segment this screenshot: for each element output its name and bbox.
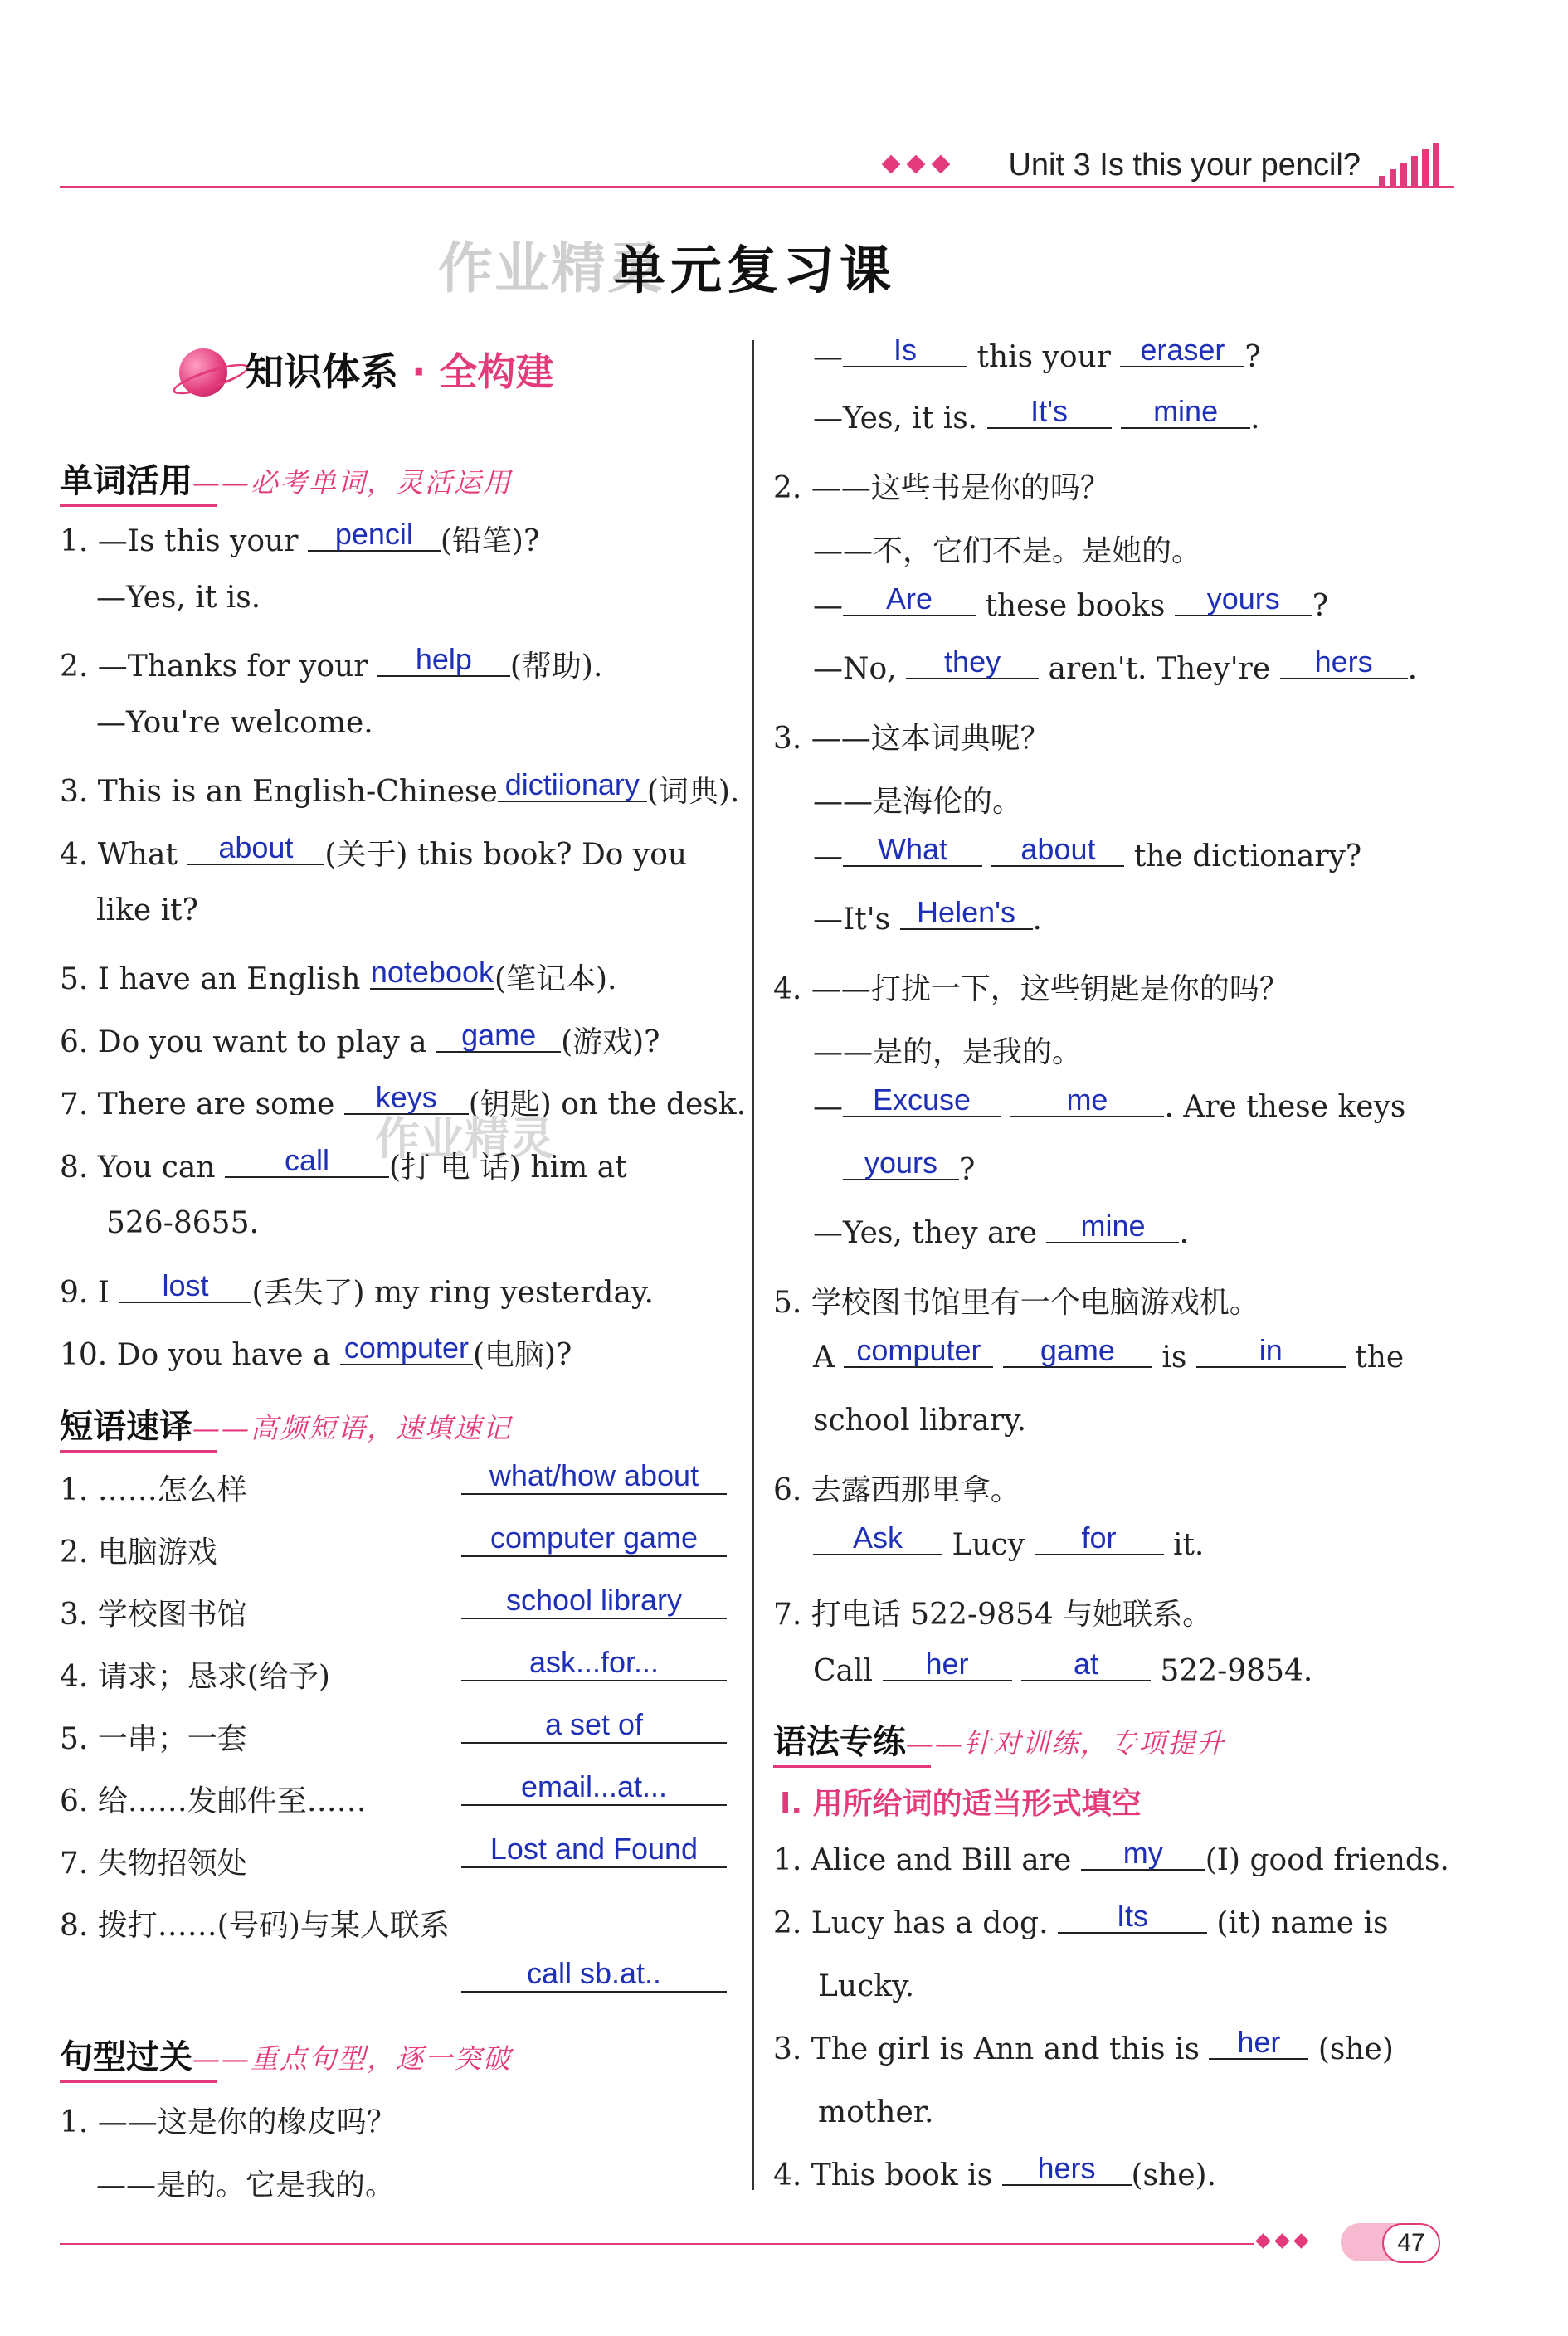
grammar-item: 1. Alice and Bill are my (I) good friends. bbox=[773, 1836, 1449, 1877]
sentence-line: 3. ——这本词典呢？ bbox=[773, 722, 1050, 756]
sentence-line: — Is this your eraser ? bbox=[813, 333, 1261, 374]
phrase-answer: what/how about bbox=[461, 1458, 727, 1495]
grammar-item: 3. The girl is Ann and this is her (she) bbox=[773, 2025, 1394, 2066]
vocab-item: 10. Do you have a computer (电脑)? bbox=[60, 1331, 572, 1372]
sentence-line: — Excuse me . Are these keys bbox=[813, 1083, 1406, 1124]
phrase-question: 5. 一串；一套 bbox=[60, 1722, 247, 1756]
phrase-answer: email...at... bbox=[461, 1769, 727, 1806]
phrase-question: 2. 电脑游戏 bbox=[60, 1535, 217, 1570]
signal-bars-icon bbox=[1379, 141, 1445, 187]
sentence-line: 2. ——这些书是你的吗？ bbox=[773, 471, 1110, 505]
vocab-item: 526-8655. bbox=[106, 1206, 259, 1240]
vocab-item: 5. I have an English notebook(笔记本). bbox=[60, 955, 617, 996]
answer-blank: game bbox=[436, 1020, 561, 1053]
answer-blank: her bbox=[1209, 2027, 1308, 2060]
phrases-tag: ——高频短语，速填速记 bbox=[192, 1412, 512, 1444]
answer-blank: about bbox=[991, 834, 1124, 867]
answer-blank: yours bbox=[1175, 583, 1312, 616]
answer-blank: in bbox=[1196, 1335, 1346, 1368]
sentence-line: yours ? bbox=[843, 1153, 975, 1187]
answer-blank: Its bbox=[1058, 1900, 1207, 1934]
vocab-item: 7. There are some keys (钥匙) on the desk. bbox=[60, 1080, 747, 1122]
answer-blank: for bbox=[1035, 1522, 1164, 1555]
page-title: 单元复习课 bbox=[614, 240, 897, 300]
sentence-line: 5. 学校图书馆里有一个电脑游戏机。 bbox=[773, 1286, 1259, 1320]
vocab-item: like it? bbox=[96, 893, 198, 927]
column-divider bbox=[752, 340, 754, 2190]
page-number: 47 bbox=[1382, 2223, 1440, 2263]
answer-blank: Helen's bbox=[900, 897, 1033, 930]
sentences-tag: ——重点句型，逐一突破 bbox=[192, 2042, 512, 2075]
grammar-item: mother. bbox=[818, 2095, 934, 2129]
section-banner bbox=[246, 342, 554, 397]
answer-blank: at bbox=[1021, 1648, 1151, 1681]
answer-blank: me bbox=[1010, 1084, 1164, 1117]
answer-blank: help bbox=[377, 644, 510, 677]
sentence-line: Call her at 522-9854. bbox=[813, 1647, 1313, 1688]
sentence-line: —It's Helen's . bbox=[813, 895, 1042, 937]
answer-blank: lost bbox=[119, 1270, 251, 1303]
grammar-subtitle: Ⅰ. 用所给词的适当形式填空 bbox=[780, 1787, 1142, 1821]
answer-blank: It's bbox=[987, 396, 1112, 429]
answer-blank: her bbox=[883, 1648, 1012, 1681]
phrase-answer: call sb.at.. bbox=[461, 1956, 727, 1993]
answer-blank: game bbox=[1003, 1335, 1152, 1368]
phrase-answer: school library bbox=[461, 1583, 727, 1619]
answer-blank: computer bbox=[844, 1335, 993, 1368]
phrase-answer: ask...for... bbox=[461, 1645, 727, 1681]
sentence-line: 7. 打电话 522-9854 与她联系。 bbox=[773, 1598, 1213, 1632]
sentences-head: 句型过关 bbox=[60, 2038, 192, 2076]
vocab-item: 3. This is an English-Chinese dictiionary (词典). bbox=[60, 767, 740, 809]
answer-blank: Ask bbox=[813, 1522, 942, 1555]
sentence-item: ——是的。它是我的。 bbox=[96, 2168, 396, 2202]
vocab-tag: ——必考单词，灵活运用 bbox=[192, 466, 512, 499]
vocab-head: 单词活用 bbox=[60, 462, 192, 500]
answer-blank: pencil bbox=[308, 518, 441, 552]
answer-blank: call bbox=[225, 1145, 389, 1178]
answer-blank: mine bbox=[1121, 396, 1250, 429]
answer-blank: keys bbox=[344, 1082, 469, 1115]
answer-blank: my bbox=[1081, 1837, 1205, 1871]
phrases-head: 短语速译 bbox=[60, 1408, 192, 1446]
sentence-line: A computer game is in the bbox=[813, 1333, 1405, 1375]
answer-blank: notebook bbox=[370, 955, 494, 989]
phrase-question: 6. 给……发邮件至…… bbox=[60, 1784, 367, 1818]
phrase-answer: a set of bbox=[461, 1707, 727, 1744]
answer-blank: Are bbox=[843, 583, 976, 616]
vocab-item: —Yes, it is. bbox=[96, 581, 261, 615]
watermark: 作业精灵 bbox=[438, 236, 664, 300]
phrase-question: 4. 请求；恳求(给予) bbox=[60, 1660, 330, 1694]
answer-blank: about bbox=[187, 832, 324, 865]
answer-blank: hers bbox=[1002, 2153, 1132, 2186]
phrase-answer: computer game bbox=[461, 1521, 727, 1557]
sentence-line: —No, they aren't. They're hers . bbox=[813, 645, 1418, 686]
answer-blank: computer bbox=[340, 1332, 473, 1365]
banner-sep: · bbox=[411, 349, 426, 394]
answer-blank: Is bbox=[843, 334, 967, 367]
answer-blank: yours bbox=[843, 1147, 959, 1180]
sentence-line: school library. bbox=[813, 1404, 1027, 1438]
grammar-item: 2. Lucy has a dog. Its (it) name is bbox=[773, 1899, 1389, 1940]
sentence-line: ——不，它们不是。是她的。 bbox=[813, 534, 1202, 568]
grammar-tag: ——针对训练，专项提升 bbox=[906, 1727, 1225, 1759]
answer-blank: hers bbox=[1280, 646, 1408, 679]
sentence-line: ——是的，是我的。 bbox=[813, 1035, 1083, 1069]
answer-blank: eraser bbox=[1120, 334, 1244, 367]
grammar-section-head bbox=[773, 1716, 1225, 1763]
phrases-section-head bbox=[60, 1400, 512, 1448]
sentence-line: Ask Lucy for it. bbox=[813, 1528, 1204, 1562]
vocab-item: 6. Do you want to play a game (游戏)? bbox=[60, 1018, 660, 1059]
sentence-line: — What about the dictionary? bbox=[813, 832, 1362, 874]
answer-blank: dictiionary bbox=[498, 769, 647, 802]
header-diamond-icons bbox=[884, 158, 959, 174]
grammar-item: 4. This book is hers (she). bbox=[773, 2151, 1217, 2192]
vocab-item: 2. —Thanks for your help (帮助). bbox=[60, 642, 603, 684]
sentence-line: 4. ——打扰一下，这些钥匙是你的吗？ bbox=[773, 972, 1289, 1006]
sentences-section-head bbox=[60, 2031, 512, 2078]
footer-diamond-icons bbox=[1258, 2234, 1315, 2250]
phrase-question: 8. 拨打……(号码)与某人联系 bbox=[60, 1909, 450, 1943]
phrase-answer: Lost and Found bbox=[461, 1832, 727, 1868]
header-divider bbox=[60, 186, 1454, 188]
sentence-line: ——是海伦的。 bbox=[813, 785, 1023, 819]
grammar-head: 语法专练 bbox=[773, 1723, 906, 1761]
answer-blank: What bbox=[843, 834, 982, 867]
phrase-question: 3. 学校图书馆 bbox=[60, 1598, 247, 1632]
watermark: 作业精灵 bbox=[375, 1112, 554, 1165]
banner-part2: 全构建 bbox=[439, 349, 554, 394]
unit-title: Unit 3 Is this your pencil? bbox=[1008, 148, 1361, 182]
vocab-item: —You're welcome. bbox=[96, 706, 373, 740]
grammar-item: Lucky. bbox=[818, 1969, 915, 2003]
sentence-line: — Are these books yours ? bbox=[813, 582, 1329, 623]
phrase-question: 7. 失物招领处 bbox=[60, 1847, 247, 1881]
vocab-section-head bbox=[60, 455, 512, 502]
phrase-question: 1. ……怎么样 bbox=[60, 1473, 247, 1507]
answer-blank: mine bbox=[1046, 1210, 1179, 1243]
sentence-line: —Yes, it is. It's mine . bbox=[813, 394, 1260, 436]
vocab-item: 1. —Is this your pencil (铅笔)? bbox=[60, 517, 540, 558]
footer-divider bbox=[60, 2243, 1254, 2245]
vocab-item: 8. You can call (打 电 话) him at bbox=[60, 1143, 627, 1185]
answer-blank: they bbox=[906, 646, 1039, 679]
vocab-item: 4. What about (关于) this book? Do you bbox=[60, 830, 688, 872]
answer-blank: Excuse bbox=[843, 1084, 1001, 1117]
sentence-line: —Yes, they are mine . bbox=[813, 1209, 1189, 1250]
sentence-item: 1. ——这是你的橡皮吗？ bbox=[60, 2105, 397, 2139]
vocab-item: 9. I lost (丢失了) my ring yesterday. bbox=[60, 1268, 654, 1310]
sentence-line: 6. 去露西那里拿。 bbox=[773, 1473, 1020, 1507]
banner-part1: 知识体系 bbox=[246, 349, 398, 394]
